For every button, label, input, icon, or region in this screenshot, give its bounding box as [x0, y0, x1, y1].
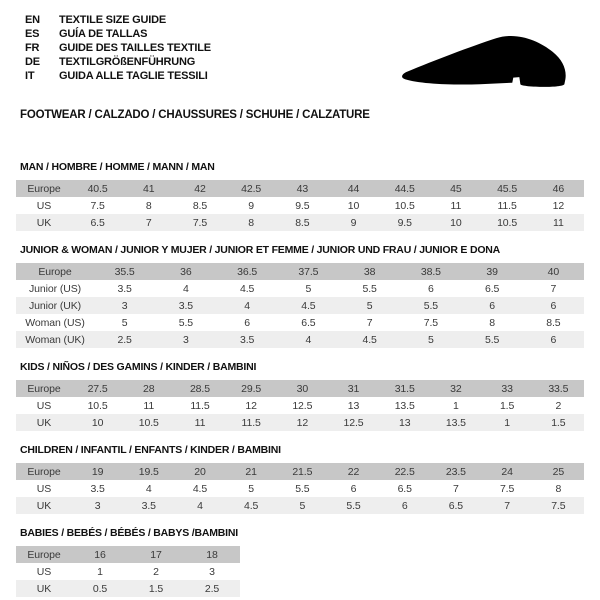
table-row [16, 497, 584, 514]
row-label: US [36, 482, 52, 495]
row-label: Junior (UK) [29, 299, 81, 312]
size-value: 13 [398, 416, 411, 429]
table-row [16, 380, 584, 397]
row-label: UK [36, 216, 52, 229]
table-row [16, 263, 584, 280]
size-value: 42.5 [241, 182, 262, 195]
size-value: 3.5 [141, 499, 156, 512]
size-value: 5.5 [423, 299, 439, 312]
size-value: 3 [94, 499, 101, 512]
size-value: 3 [121, 299, 128, 312]
row-label: UK [36, 582, 52, 595]
size-value: 6 [428, 282, 434, 295]
size-value: 9.5 [295, 199, 310, 212]
size-value: 21.5 [292, 465, 313, 478]
size-value: 6.5 [301, 316, 316, 329]
table-row [16, 397, 584, 414]
size-value: 36.5 [237, 265, 258, 278]
size-value: 27.5 [87, 382, 108, 395]
size-value: 7.5 [90, 199, 105, 212]
size-value: 8 [555, 482, 562, 495]
size-value: 25 [552, 465, 565, 478]
size-table-section-man [16, 161, 584, 231]
size-value: 12.5 [292, 399, 313, 412]
size-value: 38 [363, 265, 376, 278]
size-value: 11.5 [241, 416, 261, 429]
size-value: 7.5 [192, 216, 208, 229]
size-value: 8.5 [546, 316, 561, 329]
table-row [16, 197, 584, 214]
size-value: 6 [550, 299, 557, 312]
size-value: 10 [347, 199, 360, 212]
size-table-section-children [16, 444, 584, 514]
size-value: 5.5 [295, 482, 310, 495]
size-value: 11.5 [190, 399, 210, 412]
size-value: 3 [183, 333, 189, 346]
size-value: 4 [183, 282, 189, 295]
size-value: 8 [145, 199, 152, 212]
size-value: 5.5 [178, 316, 194, 329]
language-guide-title: GUÍA DE TALLAS [59, 28, 148, 40]
table-row [16, 314, 584, 331]
language-code: DE [25, 56, 40, 68]
size-value: 39 [486, 265, 498, 278]
size-value: 19 [91, 465, 104, 478]
size-value: 6.5 [90, 216, 105, 229]
size-value: 38.5 [420, 265, 441, 278]
row-label: Junior (US) [29, 282, 81, 295]
table-junior-woman [16, 263, 584, 348]
table-row [16, 563, 240, 580]
language-code: ES [25, 28, 40, 40]
size-value: 33 [501, 382, 513, 395]
size-value: 10.5 [497, 216, 518, 229]
size-value: 11.5 [497, 199, 517, 212]
table-title-man: MAN / HOMBRE / HOMME / MANN / MAN [20, 161, 215, 173]
size-value: 36 [180, 265, 192, 278]
table-row [16, 546, 240, 563]
size-value: 22 [347, 465, 360, 478]
table-row [16, 331, 584, 348]
row-label: Woman (US) [25, 316, 85, 329]
size-value: 6 [550, 333, 557, 346]
size-value: 13.5 [445, 416, 466, 429]
table-row [16, 480, 584, 497]
size-value: 9 [350, 216, 357, 229]
size-value: 12 [296, 416, 309, 429]
size-table-section-babies [16, 527, 584, 597]
size-value: 5 [366, 299, 373, 312]
size-value: 32 [450, 382, 462, 395]
size-value: 13 [347, 399, 360, 412]
size-table-section-junior-woman [16, 244, 584, 348]
size-value: 7 [145, 216, 152, 229]
size-value: 12 [552, 199, 565, 212]
language-guide-title: GUIDA ALLE TAGLIE TESSILI [59, 70, 208, 82]
size-value: 10.5 [394, 199, 415, 212]
size-table-section-kids [16, 361, 584, 431]
size-value: 42 [194, 182, 206, 195]
size-value: 33.5 [548, 382, 569, 395]
size-value: 3.5 [117, 282, 132, 295]
size-value: 3.5 [178, 299, 194, 312]
size-value: 44.5 [394, 182, 415, 195]
size-value: 0.5 [92, 582, 108, 595]
size-value: 4.5 [244, 499, 259, 512]
size-value: 10.5 [87, 399, 108, 412]
size-value: 8 [248, 216, 255, 229]
size-value: 1 [97, 565, 103, 578]
size-value: 13.5 [394, 399, 415, 412]
size-value: 31 [347, 382, 360, 395]
size-value: 10 [450, 216, 462, 229]
table-row [16, 280, 584, 297]
size-value: 5 [248, 482, 255, 495]
row-label: Europe [27, 548, 61, 561]
size-value: 2 [555, 399, 562, 412]
size-value: 2.5 [117, 333, 132, 346]
table-row [16, 214, 584, 231]
size-value: 11 [194, 416, 206, 429]
row-label: Europe [27, 182, 61, 195]
row-label: Europe [27, 382, 61, 395]
size-value: 11 [552, 216, 564, 229]
row-label: UK [36, 416, 52, 429]
table-title-children: CHILDREN / INFANTIL / ENFANTS / KINDER / BAMBINI [20, 444, 281, 456]
size-value: 22.5 [394, 465, 415, 478]
row-label: UK [36, 499, 52, 512]
size-value: 1.5 [551, 416, 566, 429]
size-value: 7 [504, 499, 510, 512]
table-row [16, 297, 584, 314]
size-value: 28 [143, 382, 155, 395]
size-value: 4.5 [192, 482, 208, 495]
row-label: US [36, 399, 52, 412]
table-man [16, 180, 584, 231]
size-value: 2 [153, 565, 159, 578]
size-value: 6.5 [397, 482, 412, 495]
size-value: 12.5 [343, 416, 364, 429]
row-label: Woman (UK) [25, 333, 85, 346]
size-value: 5 [121, 316, 128, 329]
size-value: 45 [450, 182, 462, 195]
size-value: 5 [305, 282, 312, 295]
row-label: US [36, 565, 52, 578]
size-value: 6 [350, 482, 357, 495]
size-value: 1 [453, 399, 459, 412]
size-value: 41 [143, 182, 155, 195]
size-value: 5.5 [362, 282, 377, 295]
table-row [16, 463, 584, 480]
size-value: 4 [244, 299, 250, 312]
size-value: 7 [550, 282, 557, 295]
size-value: 18 [206, 548, 218, 561]
size-value: 20 [194, 465, 206, 478]
size-value: 8 [489, 316, 495, 329]
size-value: 5 [428, 333, 434, 346]
size-value: 6 [401, 499, 408, 512]
size-value: 3 [209, 565, 215, 578]
category-heading: FOOTWEAR / CALZADO / CHAUSSURES / SCHUHE / CALZATURE [20, 109, 370, 121]
size-value: 10 [91, 416, 104, 429]
row-label: Europe [38, 265, 72, 278]
size-value: 10.5 [138, 416, 159, 429]
size-value: 7.5 [499, 482, 515, 495]
language-guide-title: TEXTILE SIZE GUIDE [59, 14, 167, 26]
size-value: 1.5 [148, 582, 164, 595]
size-value: 40 [547, 265, 560, 278]
size-value: 9.5 [397, 216, 412, 229]
size-value: 44 [347, 182, 360, 195]
table-title-kids: KIDS / NIÑOS / DES GAMINS / KINDER / BAMBINI [20, 361, 257, 373]
size-value: 2.5 [204, 582, 220, 595]
size-value: 7 [366, 316, 373, 329]
size-value: 7.5 [423, 316, 439, 329]
size-value: 30 [296, 382, 309, 395]
row-label: US [36, 199, 52, 212]
size-value: 5.5 [346, 499, 361, 512]
size-value: 17 [150, 548, 162, 561]
size-value: 24 [501, 465, 513, 478]
table-title-junior-woman: JUNIOR & WOMAN / JUNIOR Y MUJER / JUNIOR ET FEMME / JUNIOR UND FRAU / JUNIOR E DONA [20, 244, 501, 256]
language-code: IT [25, 70, 35, 82]
table-row [16, 180, 584, 197]
table-row [16, 414, 584, 431]
size-value: 11 [450, 199, 462, 212]
language-guide-title: GUIDE DES TAILLES TEXTILE [59, 42, 211, 54]
size-value: 12 [245, 399, 257, 412]
size-value: 4 [145, 482, 152, 495]
language-row [25, 13, 600, 27]
size-value: 11 [143, 399, 155, 412]
size-value: 43 [296, 182, 309, 195]
size-value: 3.5 [239, 333, 255, 346]
size-value: 40.5 [87, 182, 108, 195]
dress-shoe-icon [399, 30, 577, 94]
size-value: 7.5 [551, 499, 566, 512]
size-value: 28.5 [189, 382, 210, 395]
language-code: FR [25, 42, 40, 54]
size-value: 35.5 [114, 265, 135, 278]
size-value: 4 [197, 499, 203, 512]
size-value: 23.5 [445, 465, 466, 478]
language-code: EN [25, 14, 40, 26]
size-value: 1 [504, 416, 510, 429]
size-value: 6.5 [448, 499, 464, 512]
table-babies [16, 546, 240, 597]
size-value: 5.5 [484, 333, 500, 346]
size-value: 45.5 [497, 182, 518, 195]
size-value: 3.5 [90, 482, 105, 495]
language-guide-title: TEXTILGRÖßENFÜHRUNG [59, 56, 196, 68]
size-value: 21 [245, 465, 257, 478]
size-value: 6.5 [484, 282, 500, 295]
size-value: 5 [299, 499, 306, 512]
size-value: 4 [305, 333, 312, 346]
row-label: Europe [27, 465, 61, 478]
table-title-babies: BABIES / BEBÉS / BÉBÉS / BABYS /BAMBINI [20, 527, 238, 539]
size-value: 31.5 [394, 382, 415, 395]
size-value: 46 [552, 182, 565, 195]
table-row [16, 580, 240, 597]
size-value: 7 [453, 482, 459, 495]
size-value: 9 [248, 199, 255, 212]
size-value: 37.5 [298, 265, 319, 278]
size-value: 6 [244, 316, 250, 329]
table-children [16, 463, 584, 514]
table-kids [16, 380, 584, 431]
size-value: 16 [94, 548, 106, 561]
size-value: 1.5 [499, 399, 515, 412]
size-value: 8.5 [295, 216, 310, 229]
size-value: 29.5 [241, 382, 262, 395]
size-value: 4.5 [239, 282, 255, 295]
size-tables [16, 161, 584, 597]
size-value: 4.5 [301, 299, 316, 312]
size-value: 6 [489, 299, 495, 312]
size-value: 4.5 [362, 333, 377, 346]
size-value: 8.5 [192, 199, 208, 212]
size-value: 19.5 [138, 465, 159, 478]
